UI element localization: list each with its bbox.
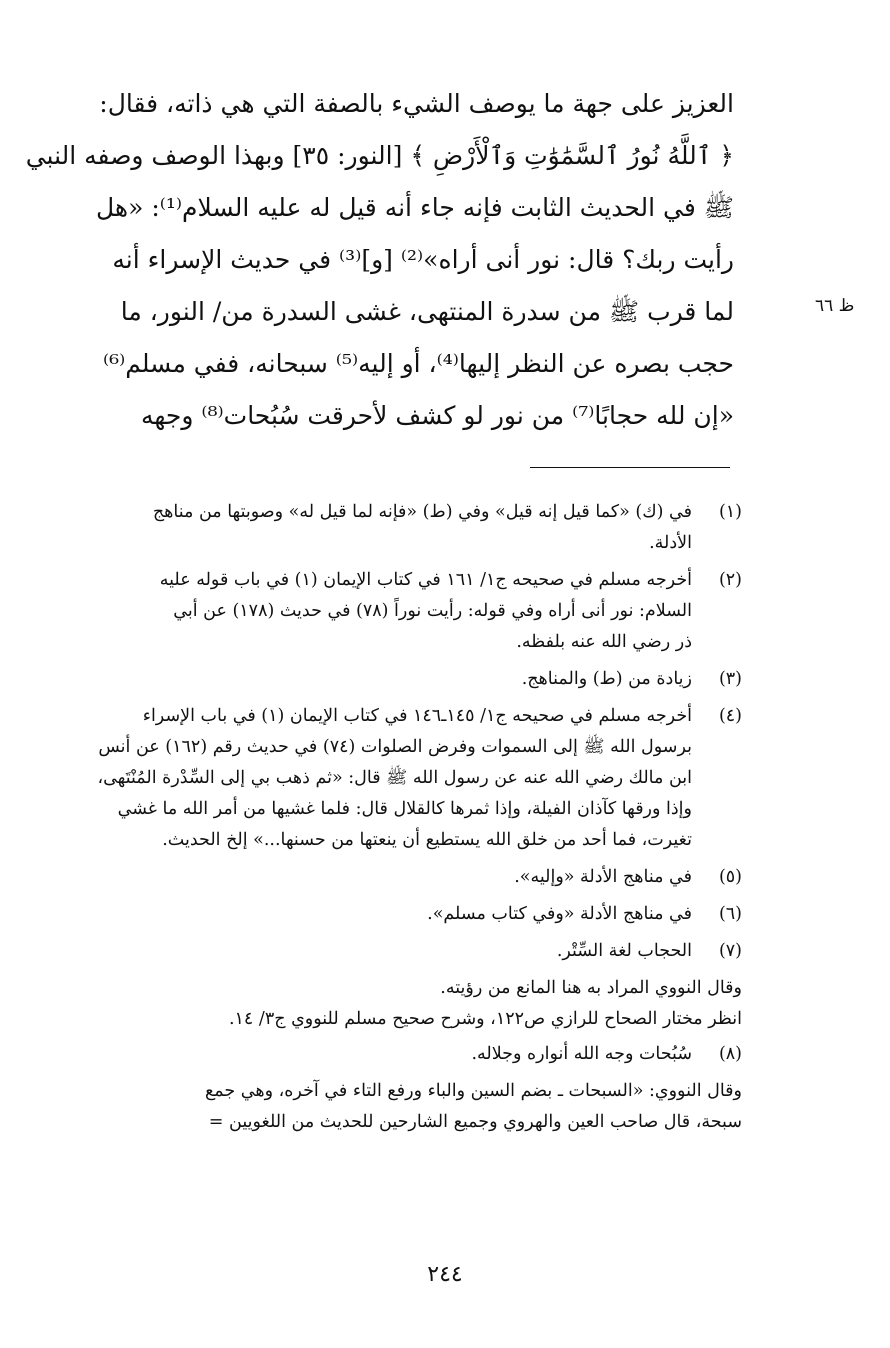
footnote-text <box>52 565 692 658</box>
footnote-line: أخرجه مسلم في صحيحه ج١/ ١٤٥ـ١٤٦ في كتاب الإيمان (١) في باب الإسراء <box>142 706 692 726</box>
footnote-line: انظر مختار الصحاح للرازي ص١٢٢، وشرح صحيح مسلم للنووي ج٣/ ١٤. <box>228 1009 742 1029</box>
footnote-line: في (ك) «كما قيل إنه قيل» وفي (ط) «فإنه لما قيل له» وصوبتها من مناهج <box>152 502 692 522</box>
footnote-line: أخرجه مسلم في صحيحه ج١/ ١٦١ في كتاب الإيمان (١) في باب قوله عليه <box>159 570 692 590</box>
footnote-line: ذر رضي الله عنه بلفظه. <box>516 632 692 652</box>
footnote-number: (٢) <box>718 570 742 590</box>
footnote-line: برسول الله ﷺ إلى السموات وفرض الصلوات (٧٤) في حديث رقم (١٦٢) عن أنس <box>98 737 692 757</box>
footnote-line: زيادة من (ط) والمناهج. <box>521 669 692 689</box>
footnote-number: (٥) <box>718 867 742 887</box>
footnote <box>52 936 742 967</box>
footnote-line: وقال النووي: «السبحات ـ بضم السين والباء ورفع التاء في آخره، وهي جمع <box>204 1081 742 1101</box>
footnote-text <box>52 936 692 967</box>
footnote-line: ابن مالك رضي الله عنه عن رسول الله ﷺ قال: «ثم ذهب بي إلى السِّدْرة المُنْتَهى، <box>97 768 692 788</box>
footnote <box>52 664 742 695</box>
footnote-text <box>52 497 692 559</box>
footnote-text <box>52 862 692 893</box>
footnote-continuation <box>52 1076 742 1138</box>
page-number: ٢٤٤ <box>427 1262 463 1287</box>
footnote-line: تغيرت، فما أحد من خلق الله يستطيع أن ينعتها من حسنها...» إلخ الحديث. <box>162 830 692 850</box>
text-line: ﴿ ٱللَّهُ نُورُ ٱلسَّمَٰوَٰتِ وَٱلْأَرْضِ ﴾ [النور: ٣٥] وبهذا الوصف وصفه النبي <box>25 141 734 170</box>
footnote <box>52 565 742 658</box>
footnote-number: (٣) <box>718 669 742 689</box>
footnote-text <box>52 664 692 695</box>
footnote <box>52 497 742 559</box>
footnote-line: السلام: نور أنى أراه وفي قوله: رأيت نوراً (٧٨) في حديث (١٧٨) عن أبي <box>173 601 692 621</box>
main-text <box>25 78 734 442</box>
text-line: العزيز على جهة ما يوصف الشيء بالصفة التي هي ذاته، فقال: <box>99 89 734 118</box>
text-line: لما قرب ﷺ من سدرة المنتهى، غشى السدرة من/ النور، ما <box>120 297 734 326</box>
footnote-line: في مناهج الأدلة «وإليه». <box>514 867 692 887</box>
manuscript-folio-note: ظ ٦٦ <box>815 296 855 316</box>
footnote-continuation <box>52 973 742 1035</box>
text-line: حجب بصره عن النظر إليها⁽⁴⁾، أو إليه⁽⁵⁾ سبحانه، ففي مسلم⁽⁶⁾ <box>102 349 734 378</box>
text-line: رأيت ربك؟ قال: نور أنى أراه»⁽²⁾ [و]⁽³⁾ في حديث الإسراء أنه <box>112 245 734 274</box>
footnote-number: (٨) <box>718 1044 742 1064</box>
footnote-line: سبحة، قال صاحب العين والهروي وجميع الشارحين للحديث من اللغويين = <box>208 1112 742 1132</box>
footnote-line: سُبُحات وجه الله أنواره وجلاله. <box>471 1044 692 1064</box>
footnote-text <box>52 1039 692 1070</box>
footnote-number: (١) <box>718 502 742 522</box>
footnote-text <box>52 701 692 856</box>
footnote <box>52 862 742 893</box>
footnote-separator <box>530 467 730 468</box>
footnote-line: في مناهج الأدلة «وفي كتاب مسلم». <box>427 904 692 924</box>
footnote-line: الأدلة. <box>649 533 692 553</box>
footnote-text <box>52 899 692 930</box>
footnote-line: وقال النووي المراد به هنا المانع من رؤيته. <box>440 978 742 998</box>
text-line: ﷺ في الحديث الثابت فإنه جاء أنه قيل له عليه السلام⁽¹⁾: «هل <box>95 193 734 222</box>
footnote-number: (٤) <box>718 706 742 726</box>
footnote-line: الحجاب لغة السِّتْر. <box>556 941 692 961</box>
footnote <box>52 701 742 856</box>
footnotes <box>52 497 742 1138</box>
footnote <box>52 899 742 930</box>
footnote <box>52 1039 742 1070</box>
footnote-line: وإذا ورقها كآذان الفيلة، وإذا ثمرها كالقلال قال: فلما غشيها من أمر الله ما غشي <box>117 799 692 819</box>
text-line: «إن لله حجابًا⁽⁷⁾ من نور لو كشف لأحرقت سُبُحات⁽⁸⁾ وجهه <box>140 401 734 430</box>
footnote-number: (٧) <box>718 941 742 961</box>
footnote-number: (٦) <box>718 904 742 924</box>
